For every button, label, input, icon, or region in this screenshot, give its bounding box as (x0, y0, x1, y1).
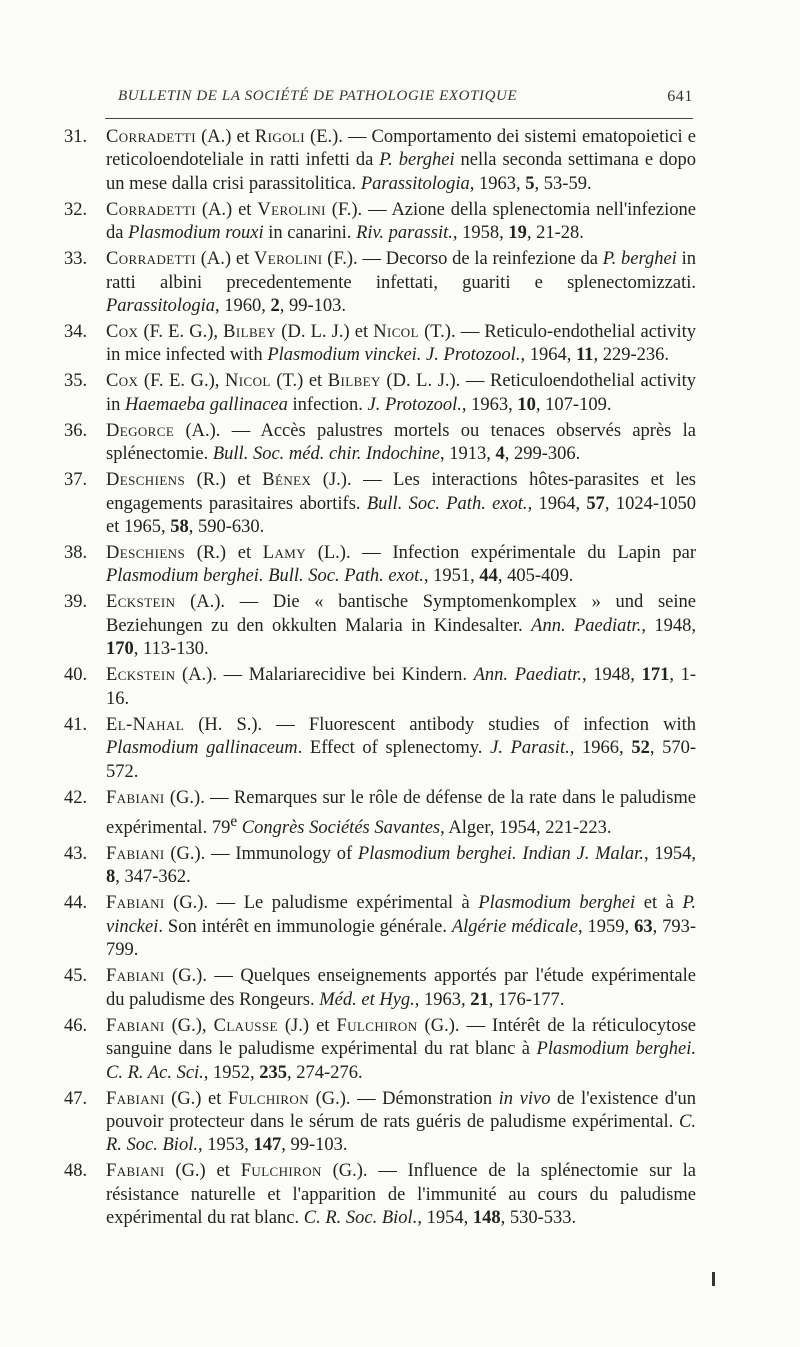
page-number: 641 (667, 88, 693, 105)
reference-text: , 1958, (452, 223, 509, 244)
reference-text: , 793-799. (106, 916, 697, 961)
reference-text: (G.). — Quelques enseignements apportés par l'étude expérimentale du paludisme des Rongeurs. (106, 966, 696, 1010)
reference-text: (G.). — Démonstration (309, 1088, 499, 1109)
reference-entry (64, 787, 696, 841)
reference-text: , 1963, (469, 173, 526, 194)
header-rule (105, 118, 693, 119)
author-name: Fabiani (106, 893, 165, 914)
reference-text: , 1966, (569, 738, 632, 759)
reference-number: 38. (64, 543, 88, 564)
volume-number: 8 (106, 867, 116, 888)
reference-text: , 1952, (203, 1062, 260, 1083)
reference-text: , 347-362. (115, 867, 191, 888)
reference-text: e (230, 812, 238, 830)
author-name: Fabiani (106, 966, 165, 987)
italic-text: Algérie médicale (451, 916, 578, 937)
volume-number: 19 (508, 223, 527, 244)
reference-text: , 21-28. (526, 223, 584, 244)
reference-entry (64, 892, 696, 962)
reference-text: (R.) et (185, 543, 263, 564)
volume-number: 52 (631, 738, 650, 759)
italic-text: Ann. Paediatr. (531, 615, 642, 636)
margin-mark (712, 1272, 715, 1286)
reference-text: , 1913, (439, 444, 496, 465)
reference-number: 48. (64, 1161, 88, 1182)
italic-text: Plasmodium gallinaceum (106, 738, 298, 759)
author-name: Cox (106, 322, 139, 343)
reference-entry (64, 965, 696, 1012)
reference-number: 44. (64, 893, 88, 914)
author-name: Fulchiron (336, 1015, 418, 1036)
reference-text: (A.). — Malariarecidive bei Kindern. (175, 665, 474, 686)
reference-number: 34. (64, 322, 88, 343)
reference-text: , 274-276. (287, 1062, 363, 1083)
reference-entry (64, 126, 696, 196)
author-name: Rigoli (254, 127, 305, 147)
volume-number: 170 (106, 639, 134, 660)
reference-number: 42. (64, 787, 88, 808)
italic-text: J. Protozool. (367, 394, 462, 415)
reference-text: (T.) et (270, 371, 328, 392)
reference-entry (64, 420, 696, 467)
reference-text: . Effect of splenectomy. (297, 738, 491, 759)
author-name: Lamy (262, 543, 307, 564)
volume-number: 11 (575, 345, 594, 366)
italic-text: Plasmodium berghei. C. R. Ac. Sci. (106, 1039, 696, 1083)
reference-text: (G.). — Influence de la splénectomie sur la résistance naturelle et l'apparition de l'immunité au cours du paludisme expérimental du rat blanc. (106, 1161, 696, 1229)
italic-text: Riv. parassit. (356, 223, 453, 244)
italic-text: Plasmodium berghei. Bull. Soc. Path. exot. (106, 566, 424, 587)
italic-text: Bull. Soc. Path. exot. (366, 493, 528, 514)
author-name: Fabiani (106, 787, 165, 808)
reference-entry (64, 469, 696, 539)
reference-entry (64, 591, 696, 661)
reference-text: , 1959, (578, 916, 635, 937)
reference-text: , 590-630. (188, 517, 265, 538)
reference-number: 32. (64, 199, 88, 220)
reference-entry (64, 248, 696, 318)
reference-text: nella seconda settimana e dopo un mese dalla crisi parassitolitica. (106, 150, 697, 194)
reference-text: , 99-103. (281, 1135, 348, 1156)
volume-number: 57 (586, 493, 605, 514)
reference-text: (D. L. J.) et (276, 322, 374, 343)
reference-number: 36. (64, 420, 88, 441)
reference-text: (A.) et (196, 127, 255, 147)
reference-text: , 1953, (197, 1135, 254, 1156)
reference-text: , 1963, (461, 394, 518, 415)
author-name: Eckstein (106, 592, 176, 613)
italic-text: Haemaeba gallinacea (125, 394, 288, 415)
italic-text: Parassitologia (106, 296, 215, 317)
reference-text: , 1954, (643, 844, 696, 865)
reference-text: , 570-572. (106, 738, 697, 782)
volume-number: 4 (495, 444, 505, 465)
reference-text: , 405-409. (497, 566, 574, 587)
reference-text: (E.). — Comportamento dei sistemi ematopoietici e reticoloendoteliale in ratti infetti da (106, 127, 696, 171)
reference-entry (64, 714, 696, 784)
journal-title: BULLETIN DE LA SOCIÉTÉ DE PATHOLOGIE EXOTIQUE (118, 88, 518, 104)
reference-number: 47. (64, 1088, 88, 1109)
italic-text: P. berghei (602, 249, 677, 270)
author-name: Bilbey (327, 371, 381, 392)
author-name: Corradetti (106, 127, 196, 147)
reference-text: infection. (287, 394, 368, 415)
reference-text: , 1964, (527, 493, 587, 514)
reference-text: (A.). — Die « bantische Symptomenkomplex » und seine Beziehungen zu den okkulten Malaria in Kindesalter. (106, 592, 696, 636)
reference-text: et à (635, 893, 683, 914)
reference-text: (G.). — Remarques sur le rôle de défense de la rate dans le paludisme expérimental. 79 (106, 787, 696, 839)
reference-entry (64, 843, 696, 890)
author-name: Fulchiron (240, 1161, 322, 1182)
italic-text: P. vinckei (106, 893, 697, 937)
reference-text: (T.). — Reticulo-endothelial activity in mice infected with (106, 322, 696, 366)
reference-text: (F.). — Azione della splenectomia nell'infezione da (106, 199, 696, 244)
volume-number: 235 (259, 1062, 288, 1083)
reference-number: 39. (64, 592, 88, 613)
volume-number: 21 (470, 989, 489, 1010)
author-name: Deschiens (106, 470, 186, 491)
italic-text: Méd. et Hyg. (319, 989, 415, 1010)
italic-text: Bull. Soc. méd. chir. Indochine (212, 444, 440, 465)
reference-text: (G.), (164, 1015, 214, 1036)
volume-number: 10 (517, 394, 536, 415)
reference-text: (G.) et (164, 1088, 228, 1109)
reference-text: (G.) et (164, 1161, 241, 1182)
reference-entry (64, 542, 696, 589)
author-name: Fulchiron (227, 1088, 310, 1109)
volume-number: 44 (479, 566, 498, 587)
reference-text: , 1024-1050 et 1965, (106, 493, 697, 538)
italic-text: Ann. Paediatr. (473, 665, 583, 686)
author-name: Degorce (106, 420, 175, 441)
author-name: Bilbey (223, 322, 277, 343)
running-header (118, 86, 693, 110)
reference-text: (G.). — Le paludisme expérimental à (164, 893, 479, 914)
reference-entry (64, 370, 696, 417)
author-name: Corradetti (106, 199, 196, 220)
italic-text: Plasmodium vinckei. J. Protozool. (267, 345, 521, 366)
reference-text: (A.). — Accès palustres mortels ou tenaces observés après la splénectomie. (106, 420, 696, 465)
reference-text: (F. E. G.), (138, 322, 224, 343)
reference-number: 35. (64, 371, 88, 392)
volume-number: 148 (472, 1208, 501, 1229)
author-name: Bénex (262, 470, 312, 491)
reference-entry (64, 664, 696, 711)
reference-entry (64, 1015, 696, 1085)
author-name: Nicol (225, 371, 271, 392)
reference-number: 45. (64, 966, 88, 987)
author-name: Cox (106, 371, 139, 392)
italic-text: Congrès Sociétés Savantes (241, 818, 441, 839)
reference-text: , 1964, (520, 345, 576, 366)
author-name: Clausse (213, 1015, 278, 1036)
author-name: Verolini (257, 199, 326, 220)
reference-entry (64, 199, 696, 246)
reference-text: (A.) et (196, 249, 254, 270)
italic-text: Plasmodium berghei. Indian J. Malar. (357, 844, 644, 865)
reference-number: 40. (64, 665, 88, 686)
italic-text: C. R. Soc. Biol. (106, 1111, 696, 1156)
italic-text: J. Parasit. (490, 738, 570, 759)
volume-number: 2 (270, 296, 280, 317)
reference-text: . Son intérêt en immunologie générale. (158, 916, 452, 937)
reference-number: 41. (64, 714, 88, 735)
author-name: Deschiens (106, 543, 186, 564)
italic-text: Plasmodium rouxi (128, 223, 264, 244)
reference-text: (G.). — Immunology of (164, 844, 358, 865)
reference-number: 31. (64, 127, 88, 147)
reference-text: , 1948, (641, 615, 696, 636)
author-name: El-Nahal (106, 714, 185, 735)
volume-number: 58 (170, 517, 189, 538)
author-name: Corradetti (106, 249, 196, 270)
reference-text: , 299-306. (504, 444, 581, 465)
italic-text: Parassitologia (360, 173, 470, 194)
reference-text: , 113-130. (133, 639, 209, 660)
reference-text: (F. E. G.), (138, 371, 226, 392)
author-name: Fabiani (106, 844, 165, 865)
reference-text: , 107-109. (535, 394, 612, 415)
reference-text: , 229-236. (593, 345, 669, 366)
reference-text: (J.). — Les interactions hôtes-parasites et les engagements parasitaires abortifs. (106, 470, 697, 514)
reference-text: (H. S.). — Fluorescent antibody studies of infection with (184, 714, 696, 735)
reference-text: , Alger, 1954, 221-223. (440, 818, 612, 839)
reference-text: de l'existence d'un pouvoir protecteur dans le sérum de rats guéris de paludisme expérimental. (106, 1088, 696, 1132)
reference-text: , 1954, (417, 1208, 473, 1229)
reference-text: , 1951, (423, 566, 480, 587)
author-name: Eckstein (106, 665, 176, 686)
reference-list (64, 126, 696, 1233)
volume-number: 5 (525, 173, 535, 194)
reference-entry (64, 321, 696, 368)
reference-text: , 1960, (214, 296, 271, 317)
reference-number: 43. (64, 844, 88, 865)
reference-text: (J.) et (277, 1015, 337, 1036)
author-name: Fabiani (106, 1015, 165, 1036)
reference-text: (G.). — Intérêt de la réticulocytose sanguine dans le paludisme expérimental du rat blanc à (106, 1015, 696, 1060)
reference-text: (R.) et (185, 470, 263, 491)
reference-text: in ratti albini precedentemente infettati, guariti e splenectomizzati. (106, 249, 696, 293)
reference-text: , 1948, (582, 665, 642, 686)
reference-number: 37. (64, 470, 88, 491)
reference-entry (64, 1088, 696, 1158)
reference-text: , 99-103. (279, 296, 347, 317)
volume-number: 147 (253, 1135, 282, 1156)
author-name: Fabiani (106, 1161, 165, 1182)
reference-entry (64, 1160, 696, 1230)
reference-text: (L.). — Infection expérimentale du Lapin par (306, 543, 696, 564)
author-name: Fabiani (106, 1088, 165, 1109)
reference-text: , 53-59. (534, 173, 592, 194)
italic-text: C. R. Soc. Biol. (303, 1208, 418, 1229)
volume-number: 171 (641, 665, 670, 686)
reference-text: (A.) et (196, 199, 258, 220)
reference-text: , 176-177. (488, 989, 565, 1010)
reference-text: (F.). — Decorso de la reinfezione da (322, 249, 603, 270)
italic-text: P. berghei (379, 150, 455, 171)
italic-text: Plasmodium berghei (478, 893, 636, 914)
author-name: Nicol (373, 322, 419, 343)
italic-text: in vivo (498, 1088, 551, 1109)
reference-text: , 1-16. (106, 665, 696, 709)
reference-number: 33. (64, 249, 88, 270)
reference-number: 46. (64, 1015, 88, 1036)
reference-text: , 530-533. (500, 1208, 577, 1229)
reference-text: in canarini. (263, 223, 357, 244)
author-name: Verolini (253, 249, 323, 270)
volume-number: 63 (634, 916, 653, 937)
reference-text: (D. L. J.). — Reticuloendothelial activity in (106, 371, 696, 415)
reference-text: , 1963, (414, 989, 471, 1010)
